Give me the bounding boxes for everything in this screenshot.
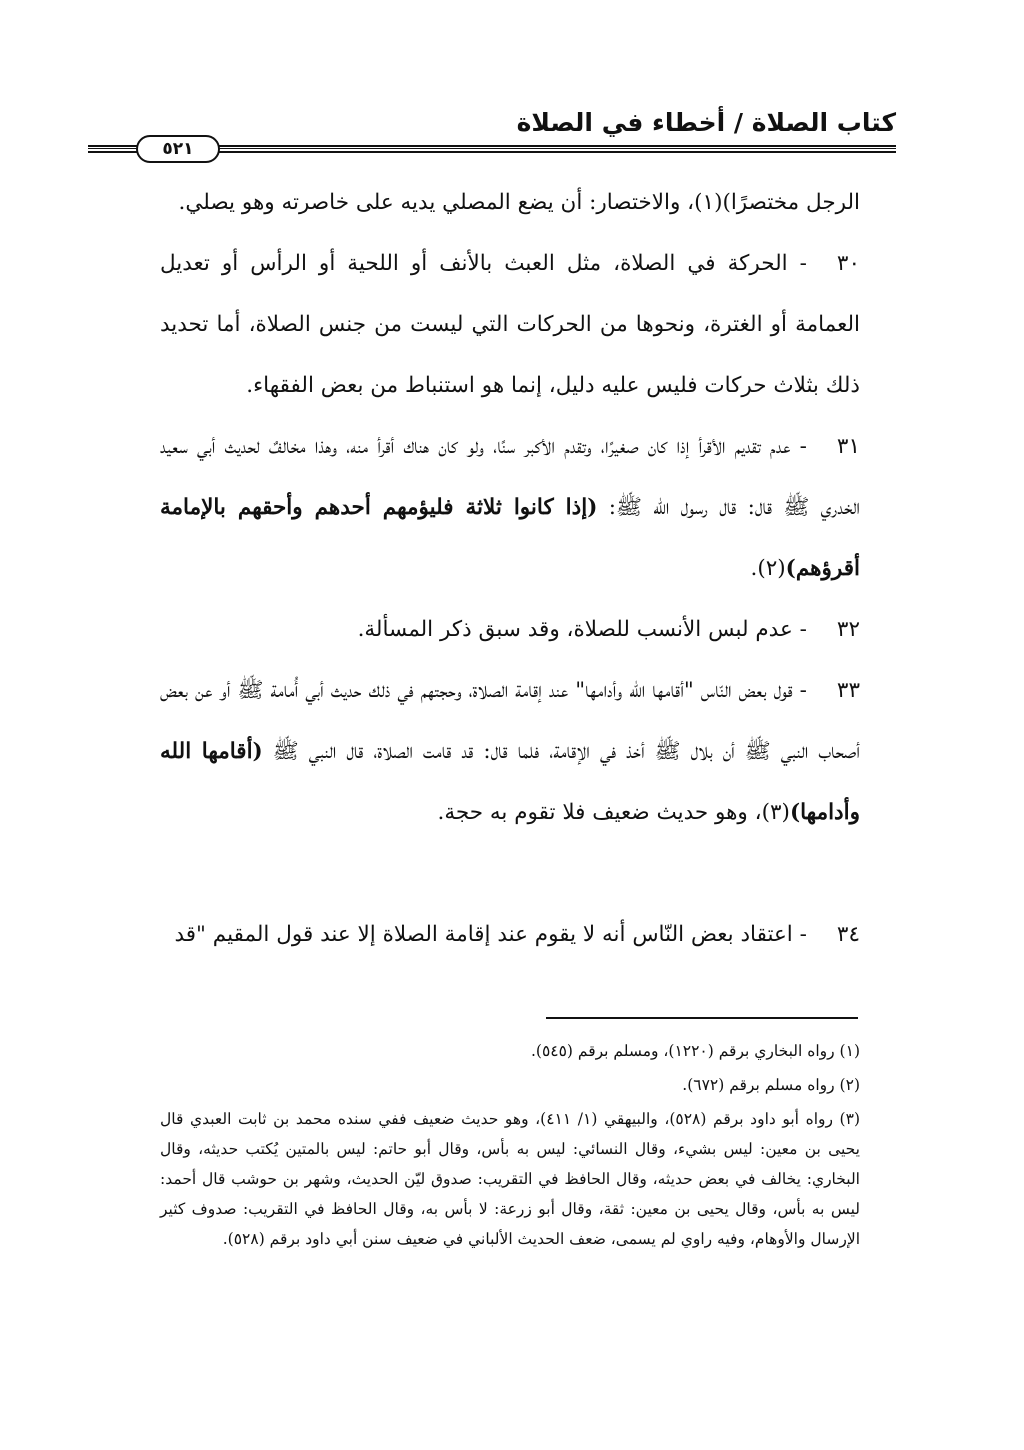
paragraph-text: ٣٣- قول بعض النّاس "أقامها الله وأدامها" عند إقامة الصلاة، وحجتهم في ذلك حديث أبي أُمامة ﷺ أو عن بعض أصحاب النبي ﷺ أن بلال ﷺ أخذ في الإقامة، فلما قال: قد قامت الصلاة، قال النبي ﷺ bbox=[160, 678, 860, 764]
footnote-1: (١) رواه البخاري برقم (١٢٢٠)، ومسلم برقم (٥٤٥). bbox=[530, 1042, 860, 1060]
footnote-2: (٢) رواه مسلم برقم (٦٧٢). bbox=[682, 1076, 860, 1094]
paragraph-text: ٣١- عدم تقديم الأقرأ إذا كان صغيرًا، وتقدم الأكبر سنًا، ولو كان هناك أقرأ منه، وهذا مخالفٌ لحديث أبي سعيد الخدري ﷺ قال: قال رسول الله ﷺ: bbox=[160, 434, 860, 520]
footnote-separator bbox=[546, 1017, 858, 1019]
paragraph-item-33 bbox=[160, 660, 860, 843]
paragraph-item-34 bbox=[160, 904, 860, 965]
hadith-quote: (إذا كانوا ثلاثة فليؤمهم أحدهم وأحقهم بالإمامة أقرؤهم) bbox=[160, 495, 860, 581]
paragraph-text: الرجل مختصرًا)(١)، والاختصار: أن يضع المصلي يديه على خاصرته وهو يصلي. bbox=[178, 190, 860, 215]
paragraph-continuation bbox=[160, 172, 860, 233]
footnote-marker: (٢). bbox=[750, 556, 786, 581]
page-number: ٥٢١ bbox=[136, 135, 220, 163]
paragraph-item-30 bbox=[160, 233, 860, 416]
paragraph-text: ٣٢- عدم لبس الأنسب للصلاة، وقد سبق ذكر المسألة. bbox=[357, 617, 860, 642]
hadith-quote: (أقامها الله وأدامها) bbox=[160, 739, 860, 825]
footnote-3: (٣) رواه أبو داود برقم (٥٢٨)، والبيهقي (١/ ٤١١)، وهو حديث ضعيف ففي سنده محمد بن ثابت العبدي قال يحيى بن معين: ليس بشيء، وقال النسائي: ليس به بأس، وقال أبو حاتم: ليس بالمتين يُكتب حديثه، وقال البخاري: يخالف في بعض حديثه، وقال الحافظ في التقريب: صدوق ليّن الحديث، وشهر بن حوشب قال أحمد: ليس به بأس، وقال يحيى بن معين: ثقة، وقال أبو زرعة: لا بأس به، وقال الحافظ في التقريب: صدوف كثير الإرسال والأوهام، وفيه راوي لم يسمى، ضعف الحديث الألباني في ضعيف سنن أبي داود برقم (٥٢٨). bbox=[160, 1110, 860, 1248]
paragraph-item-32 bbox=[160, 599, 860, 660]
paragraph-text: ٣٠- الحركة في الصلاة، مثل العبث بالأنف أو اللحية أو الرأس أو تعديل العمامة أو الغترة، ونحوها من الحركات التي ليست من جنس الصلاة، أما تحديد ذلك بثلاث حركات فليس عليه دليل، إنما هو استنباط من بعض الفقهاء. bbox=[160, 251, 860, 398]
footnotes bbox=[160, 1036, 860, 1258]
paragraph-text: ٣٤- اعتقاد بعض النّاس أنه لا يقوم عند إقامة الصلاة إلا عند قول المقيم "قد bbox=[174, 922, 860, 947]
page-header bbox=[88, 108, 896, 158]
running-title: كتاب الصلاة / أخطاء في الصلاة bbox=[516, 108, 896, 137]
paragraph-item-31 bbox=[160, 416, 860, 599]
footnote-marker: (٣)، وهو حديث ضعيف فلا تقوم به حجة. bbox=[437, 800, 790, 825]
